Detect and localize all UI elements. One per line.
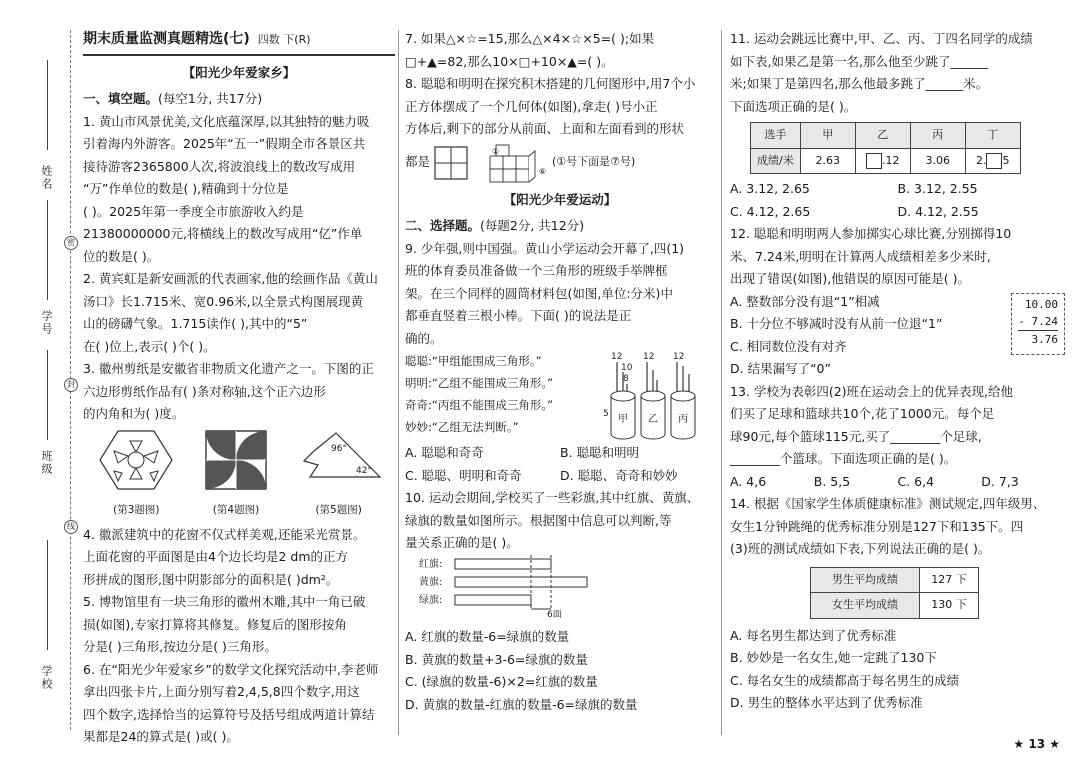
question-2 xyxy=(83,268,395,358)
bar-note: 6面 xyxy=(547,609,562,619)
text-line: 汤口》长1.715米、宽0.96米,以全景式构图展现黄 xyxy=(83,293,364,309)
angle-label-96: 96° xyxy=(330,443,347,454)
text-line: 分是( )三角形,按边分是( )三角形。 xyxy=(83,639,277,654)
shape-view-image xyxy=(434,146,468,180)
q9-body xyxy=(405,350,715,442)
digit-box xyxy=(986,153,1002,169)
text-line: 正方体摆成了一个几何体(如图),拿走( )号小正 xyxy=(405,98,658,114)
text-line: 如下表,如果乙是第一名,那么他至少跳了______ xyxy=(730,53,988,69)
subject-label: 四数 下(R) xyxy=(257,33,311,46)
option-b[interactable]: B. 十分位不够减时没有从前一位退“1” xyxy=(730,316,943,331)
text-line: 下面选项正确的是( )。 xyxy=(730,98,857,114)
stick-length-label: 10 xyxy=(621,363,633,373)
option-b[interactable]: B. 3.12, 2.55 xyxy=(897,181,978,196)
binding-blank-id xyxy=(47,200,48,300)
svg-text:①: ① xyxy=(492,146,500,156)
text-line: 11. 运动会跳远比赛中,甲、乙、丙、丁四名同学的成绩 xyxy=(730,31,1033,46)
figure-5 xyxy=(296,429,382,522)
statement: 奇奇:“丙组不能围成三角形。” xyxy=(405,398,554,412)
option-b[interactable]: B. 妙妙是一名女生,她一定跳了130下 xyxy=(730,650,937,665)
score-table xyxy=(750,122,1021,174)
digit-box xyxy=(866,153,882,169)
question-5 xyxy=(83,591,395,659)
table-header: 丁 xyxy=(965,123,1020,149)
text-line: “万”作单位的数是( ),精确到十分位是 xyxy=(83,181,289,196)
text-line: 形拼成的图形,图中阴影部分的面积是( )dm²。 xyxy=(83,571,339,587)
binding-circle-xian: 线 xyxy=(64,520,78,534)
text-line: 六边形剪纸作品有( )条对称轴,这个正六边形 xyxy=(83,383,326,399)
table-cell: 3.06 xyxy=(910,148,965,174)
question-11 xyxy=(730,28,1065,223)
bar-label: 红旗: xyxy=(419,558,443,570)
text-line: 5. 博物馆里有一块三角形的徽州木雕,其中一角已破 xyxy=(83,594,366,609)
text-line: 引着海内外游客。2025年“五一”假期全市各景区共 xyxy=(83,136,366,151)
text-line: 出现了错误(如图),他错误的原因可能是( )。 xyxy=(730,271,970,286)
stick-length-label: 12 xyxy=(643,352,655,362)
text-line: 四个数字,选择恰当的运算符号及括号组成两道计算结 xyxy=(83,706,375,722)
text-line: 2. 黄宾虹是新安画派的代表画家,他的绘画作品《黄山 xyxy=(83,271,378,286)
text-line: 13. 学校为表彰四(2)班在运动会上的优异表现,给他 xyxy=(730,383,1014,399)
table-cell-value: 5 xyxy=(1002,153,1010,167)
option-d[interactable]: D. 黄旗的数量-红旗的数量-6=绿旗的数量 xyxy=(405,696,638,712)
text-line: 位的数是( )。 xyxy=(83,248,160,264)
stick-length-label: 12 xyxy=(611,352,623,362)
binding-label-class: 班级 xyxy=(40,450,53,476)
text-line: 都是 xyxy=(405,154,431,170)
text-line: 的内角和为( )度。 xyxy=(83,406,185,421)
question-1 xyxy=(83,111,395,269)
figure-caption: (第4题图) xyxy=(212,504,260,516)
question-10 xyxy=(405,487,715,716)
text-line: 7. 如果△×☆=15,那么△×4×☆×5=( );如果 xyxy=(405,31,655,46)
text-line: 山的磅礴气象。1.715读作( ),其中的“5” xyxy=(83,316,308,331)
stick-length-label: 12 xyxy=(673,352,685,362)
figures-row xyxy=(83,429,395,522)
text-line: 9. 少年强,则中国强。黄山小学运动会开幕了,四(1) xyxy=(405,240,685,256)
option-c[interactable]: C. 每名女生的成绩都高于每名男生的成绩 xyxy=(730,672,960,688)
text-line: 在( )位上,表示( )个( )。 xyxy=(83,338,216,354)
part-heading xyxy=(83,88,395,111)
text-line: 损(如图),专家打算将其修复。修复后的图形按角 xyxy=(83,616,347,632)
binding-blank-name xyxy=(47,60,48,150)
page-title xyxy=(83,28,395,56)
option-c[interactable]: C. 聪聪、明明和奇奇 xyxy=(405,467,522,483)
svg-text:⑥: ⑥ xyxy=(539,166,547,176)
text-line: 班的体育委员准备做一个三角形的班级手举牌框 xyxy=(405,263,668,278)
triangle-carving-image xyxy=(296,429,382,491)
text-line: 10. 运动会期间,学校买了一些彩旗,其中红旗、黄旗、 xyxy=(405,490,700,505)
option-a[interactable]: A. 3.12, 2.65 xyxy=(730,181,810,196)
option-c[interactable]: C. (绿旗的数量-6)×2=红旗的数量 xyxy=(405,674,598,689)
text-line: 都垂直竖着三根小棒。下面( )的说法是正 xyxy=(405,308,632,323)
text-line: 6. 在“阳光少年爱家乡”的数学文化探究活动中,李老师 xyxy=(83,661,379,677)
binding-circle-feng: 封 xyxy=(64,378,78,392)
binding-label-school: 学校 xyxy=(40,665,53,691)
statement: 聪聪:“甲组能围成三角形。” xyxy=(405,354,542,368)
option-c[interactable]: C. 4.12, 2.65 xyxy=(730,203,811,219)
binding-blank-class xyxy=(47,350,48,440)
text-line: 果都是24的算式是( )或( )。 xyxy=(83,729,239,744)
cylinder-label: 丙 xyxy=(678,414,688,425)
text-line: 绿旗的数量如图所示。根据图中信息可以判断,等 xyxy=(405,512,672,528)
question-8 xyxy=(405,73,715,185)
skip-rope-table xyxy=(810,567,979,619)
option-d[interactable]: D. 4.12, 2.55 xyxy=(897,203,979,219)
text-line: 上面花窗的平面图是由4个边长均是2 dm的正方 xyxy=(83,549,348,564)
table-cell: 女生平均成绩 xyxy=(811,593,920,619)
figure-4 xyxy=(203,429,269,522)
text-line: 14. 根据《国家学生体质健康标准》测试规定,四年级男、 xyxy=(730,496,1046,511)
text-line: 们买了足球和篮球共10个,花了1000元。每个足 xyxy=(730,406,995,421)
part-heading xyxy=(405,215,715,238)
calc-line: 10.00 xyxy=(1024,297,1058,311)
table-cell-value: 2. xyxy=(975,153,987,167)
q8-note: (①号下面是⑦号) xyxy=(552,155,636,169)
text-line: 方体后,剩下的部分从前面、上面和左面看到的形状 xyxy=(405,121,684,136)
text-line: 女生1分钟跳绳的优秀标准分别是127下和135下。四 xyxy=(730,518,1024,534)
table-cell: 成绩/米 xyxy=(751,148,801,174)
question-4 xyxy=(83,524,395,592)
table-cell: 127 下 xyxy=(920,567,979,593)
column-2 xyxy=(405,28,715,716)
column-divider xyxy=(721,30,722,735)
option-a[interactable]: A. 红旗的数量-6=绿旗的数量 xyxy=(405,629,570,644)
calc-line: - 7.24 xyxy=(1018,313,1058,331)
text-line: 架。在三个同样的圆筒材料包(如图,单位:分米)中 xyxy=(405,285,673,301)
statement: 明明:“乙组不能围成三角形。” xyxy=(405,376,554,390)
subtraction-calc xyxy=(1011,293,1065,355)
part-note: (每题2分, 共12分) xyxy=(480,218,585,233)
binding-label-id: 学号 xyxy=(40,310,53,336)
options xyxy=(730,471,1065,494)
cube-stack-image xyxy=(482,142,552,184)
part-title: 一、填空题。 xyxy=(83,91,159,106)
table-cell: 2.63 xyxy=(800,148,855,174)
title-text: 期末质量监测真题精选(七) xyxy=(83,31,250,47)
angle-label-42: 42° xyxy=(355,465,372,476)
option-b[interactable]: B. 黄旗的数量+3-6=绿旗的数量 xyxy=(405,651,588,667)
column-divider xyxy=(398,30,399,735)
question-6 xyxy=(83,659,395,749)
cylinders-sticks-image xyxy=(603,350,715,442)
options xyxy=(405,442,715,487)
section-heading: 【阳光少年爱运动】 xyxy=(503,191,617,207)
question-12 xyxy=(730,223,1065,381)
option-b[interactable]: B. 5,5 xyxy=(813,473,851,489)
binding-circle-mi: 密 xyxy=(64,236,78,250)
figure-caption: (第3题图) xyxy=(113,504,160,516)
text-line: 3. 徽州剪纸是安徽省非物质文化遗产之一。下图的正 xyxy=(83,361,374,376)
text-line: 8. 聪聪和明明在探究积木搭建的几何图形中,用7个小 xyxy=(405,76,696,91)
cylinder-label: 乙 xyxy=(648,414,658,425)
question-14 xyxy=(730,493,1065,715)
bar-label: 绿旗: xyxy=(419,594,443,606)
q8-figure-row xyxy=(405,141,715,185)
text-line: ________个篮球。下面选项正确的是( )。 xyxy=(730,451,957,466)
table-cell xyxy=(855,148,910,174)
text-line: 量关系正确的是( )。 xyxy=(405,535,519,550)
figure-caption: (第5题图) xyxy=(315,504,362,516)
text-line: 确的。 xyxy=(405,330,443,346)
bar-label: 黄旗: xyxy=(419,576,443,588)
question-13 xyxy=(730,381,1065,494)
text-line: □+▲=82,那么10×□+10×▲=( )。 xyxy=(405,53,614,69)
text-line: 米;如果丁是第四名,那么他最多跳了______米。 xyxy=(730,76,989,91)
question-3 xyxy=(83,358,395,426)
table-header: 甲 xyxy=(800,123,855,149)
hexagon-papercut-image xyxy=(96,429,176,491)
table-cell: 男生平均成绩 xyxy=(811,567,920,593)
column-3 xyxy=(730,28,1065,715)
options xyxy=(730,178,1065,223)
column-1 xyxy=(83,28,395,749)
question-7 xyxy=(405,28,715,73)
stick-length-label: 5 xyxy=(603,409,609,419)
text-line: 接待游客2365800人次,将波浪线上的数改写成用 xyxy=(83,158,356,174)
table-header: 乙 xyxy=(855,123,910,149)
table-header: 丙 xyxy=(910,123,965,149)
option-d[interactable]: D. 7,3 xyxy=(981,473,1019,489)
q12-options xyxy=(730,291,942,381)
q9-statements xyxy=(405,350,553,442)
text-line: 21380000000元,将横线上的数改写成用“亿”作单 xyxy=(83,226,363,241)
table-cell xyxy=(965,148,1020,174)
flag-bars-image xyxy=(419,555,619,619)
option-a[interactable]: A. 聪聪和奇奇 xyxy=(405,445,484,460)
cylinder-label: 甲 xyxy=(618,414,628,425)
question-9 xyxy=(405,238,715,488)
binding-margin xyxy=(0,0,75,763)
option-c[interactable]: C. 6,4 xyxy=(897,473,935,489)
option-c[interactable]: C. 相同数位没有对齐 xyxy=(730,338,847,354)
option-b[interactable]: B. 聪聪和明明 xyxy=(560,445,640,460)
option-a[interactable]: A. 4,6 xyxy=(730,473,767,489)
figure-3 xyxy=(96,429,176,522)
table-cell-value: .12 xyxy=(881,153,900,167)
q12-body xyxy=(730,291,1065,381)
binding-label-name: 姓名 xyxy=(40,165,53,191)
option-d[interactable]: D. 聪聪、奇奇和妙妙 xyxy=(560,467,678,483)
text-line: ( )。2025年第一季度全市旅游收入约是 xyxy=(83,203,304,219)
statement: 妙妙:“乙组无法判断。” xyxy=(405,420,519,434)
table-cell: 130 下 xyxy=(920,593,979,619)
part-title: 二、选择题。 xyxy=(405,218,481,233)
flower-window-image xyxy=(203,429,269,491)
text-line: 米、7.24米,明明在计算两人成绩相差多少米时, xyxy=(730,248,991,264)
option-a[interactable]: A. 每名男生都达到了优秀标准 xyxy=(730,627,897,643)
text-line: 4. 徽派建筑中的花窗不仅式样美观,还能采光赏景。 xyxy=(83,526,366,542)
calc-line: 3.76 xyxy=(1031,332,1058,346)
part-note: (每空1分, 共17分) xyxy=(158,91,263,106)
text-line: (3)班的测试成绩如下表,下列说法正确的是( )。 xyxy=(730,541,991,556)
option-d[interactable]: D. 结果漏写了“0” xyxy=(730,361,831,376)
option-a[interactable]: A. 整数部分没有退“1”相减 xyxy=(730,293,880,309)
text-line: 12. 聪聪和明明两人参加掷实心球比赛,分别掷得10 xyxy=(730,226,1012,241)
section-heading: 【阳光少年爱家乡】 xyxy=(182,64,296,80)
table-header: 选手 xyxy=(751,123,801,149)
binding-blank-school xyxy=(47,540,48,650)
text-line: 1. 黄山市风景优美,文化底蕴深厚,以其独特的魅力吸 xyxy=(83,113,370,129)
text-line: 拿出四张卡片,上面分别写着2,4,5,8四个数字,用这 xyxy=(83,684,360,699)
page-number: ★ 13 ★ xyxy=(1013,737,1060,751)
stick-length-label: 8 xyxy=(623,374,629,384)
option-d[interactable]: D. 男生的整体水平达到了优秀标准 xyxy=(730,695,923,710)
text-line: 球90元,每个篮球115元,买了________个足球, xyxy=(730,428,982,444)
